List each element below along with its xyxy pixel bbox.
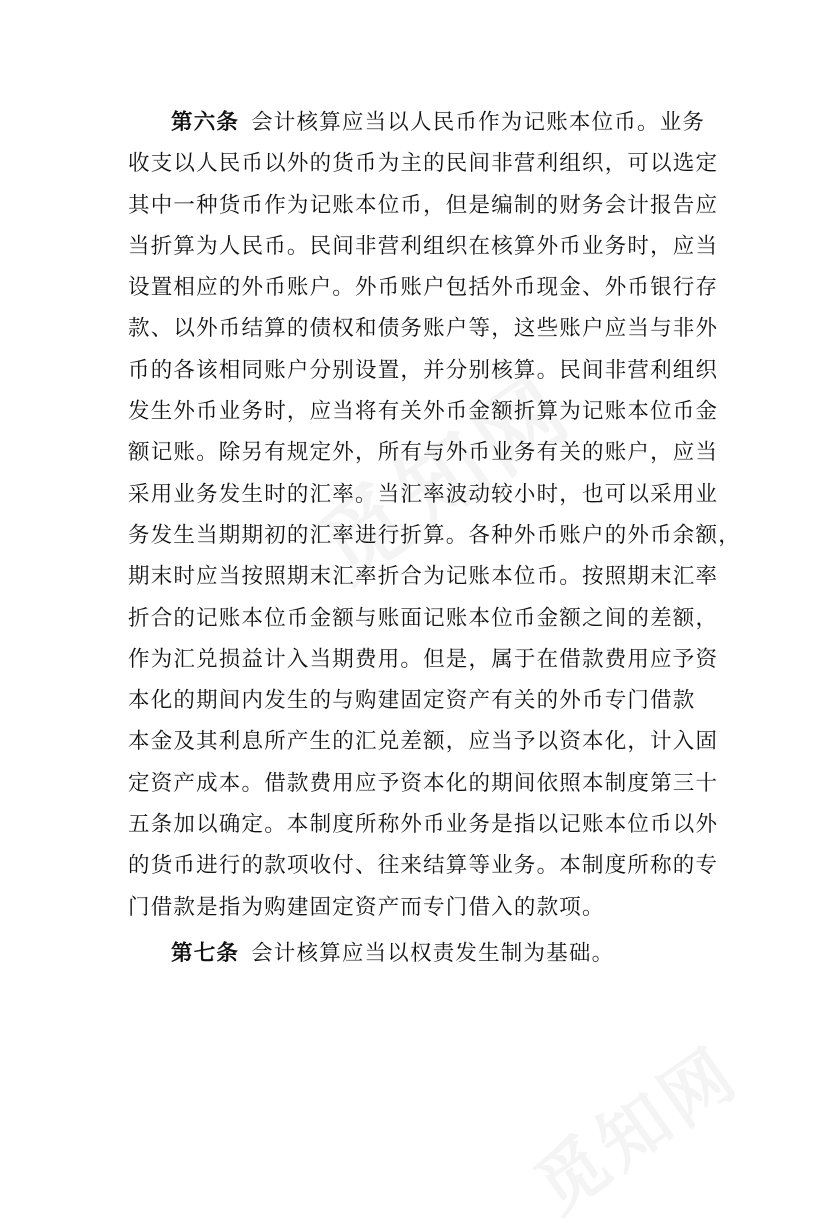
article-6-line-19: 的货币进行的款项收付、往来结算等业务。本制度所称的专 (128, 853, 719, 879)
article-7-text: 会计核算应当以权责发生制为基础。 (251, 940, 615, 966)
article-6-line-13: 折合的记账本位币金额与账面记账本位币金额之间的差额， (128, 605, 719, 631)
article-6-line-5: 设置相应的外币账户。外币账户包括外币现金、外币银行存 (128, 275, 719, 301)
article-6-line-14: 作为汇兑损益计入当期费用。但是，属于在借款费用应予资 (128, 646, 719, 672)
article-6-line-8: 发生外币业务时，应当将有关外币金额折算为记账本位币金 (128, 399, 719, 425)
article-6-line-9: 额记账。除另有规定外，所有与外币业务有关的账户，应当 (128, 440, 719, 466)
article-6-line-4: 当折算为人民币。民间非营利组织在核算外币业务时，应当 (128, 233, 719, 259)
article-6-line-11: 务发生当期期初的汇率进行折算。各种外币账户的外币余额， (128, 522, 741, 548)
document-body (128, 102, 741, 974)
article-6-heading: 第六条 (171, 110, 240, 135)
article-6-line-6: 款、以外币结算的债权和债务账户等，这些账户应当与非外 (128, 316, 719, 342)
article-6-line-15: 本化的期间内发生的与购建固定资产有关的外币专门借款 (128, 688, 696, 714)
article-6-line-12: 期末时应当按照期末汇率折合为记账本位币。按照期末汇率 (128, 564, 719, 590)
article-6-line-1 (128, 102, 718, 143)
article-6-line-2: 收支以人民币以外的货币为主的民间非营利组织，可以选定 (128, 151, 719, 177)
article-6-line-17: 定资产成本。借款费用应予资本化的期间依照本制度第三十 (128, 770, 719, 796)
article-6-line-7: 币的各该相同账户分别设置，并分别核算。民间非营利组织 (128, 357, 719, 383)
article-6-line-16: 本金及其利息所产生的汇兑差额，应当予以资本化，计入固 (128, 729, 719, 755)
article-6-text: 会计核算应当以人民币作为记账本位币。业务 (251, 110, 706, 135)
article-7-line-1 (128, 933, 718, 974)
article-7-heading: 第七条 (171, 940, 240, 966)
article-6-line-18: 五条加以确定。本制度所称外币业务是指以记账本位币以外 (128, 812, 719, 838)
article-6-line-10: 采用业务发生时的汇率。当汇率波动较小时，也可以采用业 (128, 481, 719, 507)
article-6-line-3: 其中一种货币作为记账本位币，但是编制的财务会计报告应 (128, 192, 719, 218)
article-6-line-20: 门借款是指为购建固定资产而专门借入的款项。 (128, 894, 605, 920)
watermark-bottom (512, 1019, 757, 1232)
